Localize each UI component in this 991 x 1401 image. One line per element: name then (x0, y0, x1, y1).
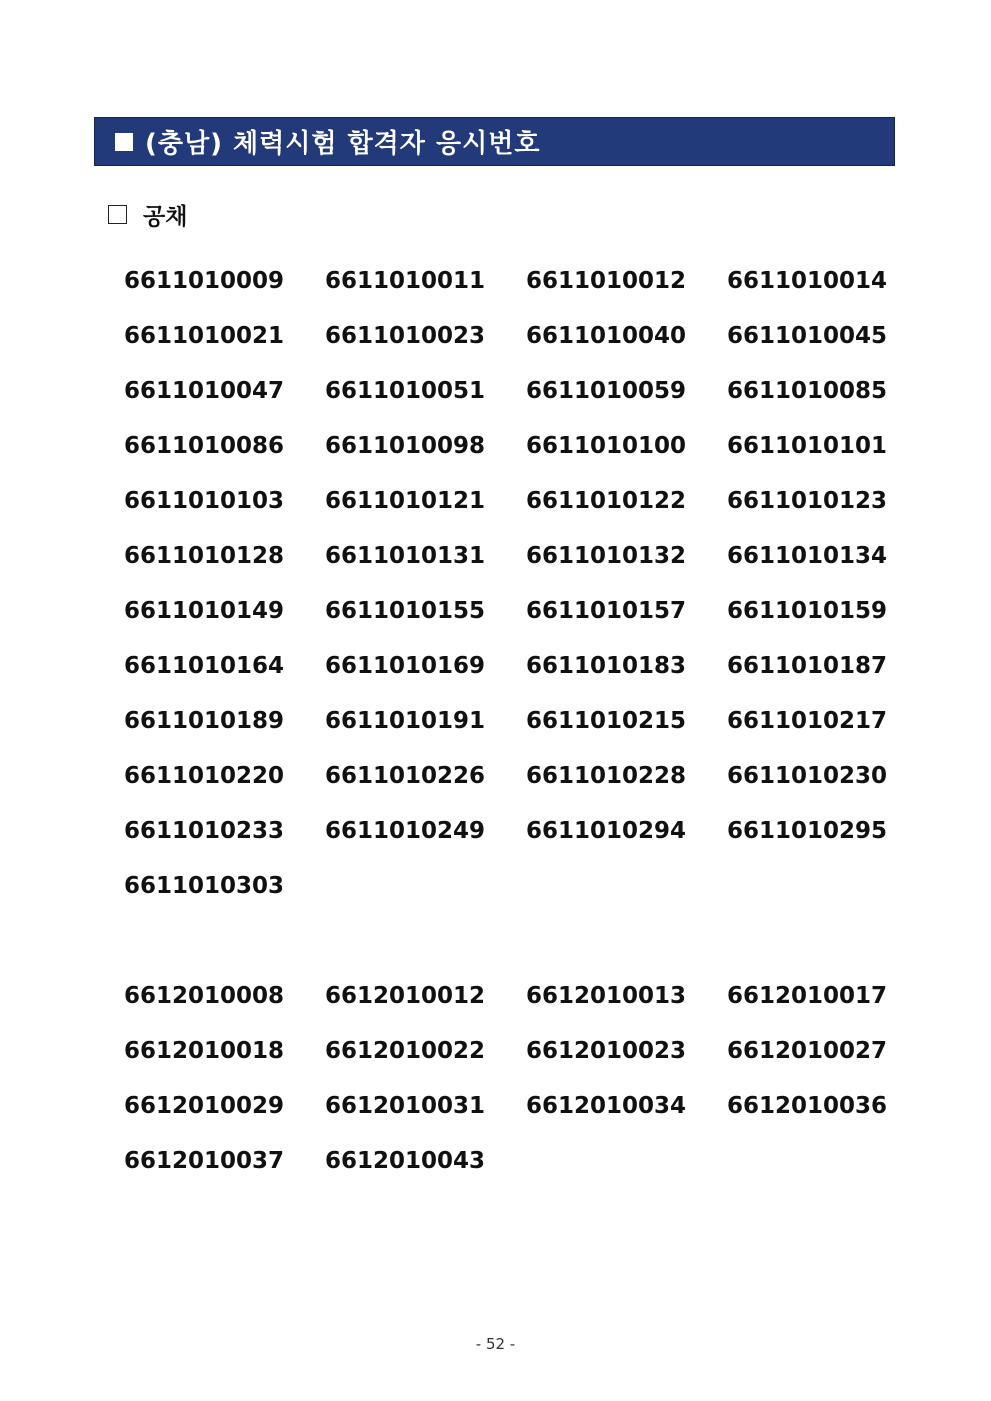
applicant-number: 6611010191 (325, 708, 486, 734)
applicant-number: 6612010043 (325, 1148, 486, 1174)
applicant-number: 6611010226 (325, 763, 486, 789)
applicant-number: 6611010012 (526, 268, 687, 294)
applicant-number: 6611010051 (325, 378, 486, 404)
applicant-number: 6611010220 (124, 763, 285, 789)
applicant-number: 6611010233 (124, 818, 285, 844)
applicant-number: 6611010157 (526, 598, 687, 624)
applicant-number: 6611010100 (526, 433, 687, 459)
applicant-number: 6611010149 (124, 598, 285, 624)
applicant-number: 6611010187 (727, 653, 888, 679)
applicant-number: 6611010122 (526, 488, 687, 514)
applicant-number-grid-1 (124, 254, 928, 914)
section-title-bar (94, 117, 895, 166)
page-title: (충남) 체력시험 합격자 응시번호 (145, 129, 541, 159)
applicant-number: 6612010012 (325, 983, 486, 1009)
applicant-number: 6612010023 (526, 1038, 687, 1064)
filled-square-icon (115, 133, 133, 151)
applicant-number: 6612010013 (526, 983, 687, 1009)
applicant-number: 6611010295 (727, 818, 888, 844)
empty-square-icon (108, 205, 127, 224)
applicant-number: 6611010021 (124, 323, 285, 349)
applicant-number: 6611010217 (727, 708, 888, 734)
applicant-number: 6612010031 (325, 1093, 486, 1119)
applicant-number: 6611010169 (325, 653, 486, 679)
applicant-number: 6611010059 (526, 378, 687, 404)
applicant-number: 6611010183 (526, 653, 687, 679)
applicant-number: 6612010017 (727, 983, 888, 1009)
applicant-number: 6612010022 (325, 1038, 486, 1064)
applicant-number: 6611010159 (727, 598, 888, 624)
applicant-number: 6612010037 (124, 1148, 285, 1174)
applicant-number: 6611010103 (124, 488, 285, 514)
applicant-number: 6611010249 (325, 818, 486, 844)
applicant-number: 6611010215 (526, 708, 687, 734)
applicant-number: 6612010018 (124, 1038, 285, 1064)
applicant-number: 6611010164 (124, 653, 285, 679)
applicant-number: 6611010011 (325, 268, 486, 294)
applicant-number: 6611010086 (124, 433, 285, 459)
applicant-number: 6611010230 (727, 763, 888, 789)
applicant-number: 6611010131 (325, 543, 486, 569)
applicant-number: 6611010128 (124, 543, 285, 569)
applicant-number: 6611010101 (727, 433, 888, 459)
applicant-number: 6611010155 (325, 598, 486, 624)
applicant-number: 6611010228 (526, 763, 687, 789)
applicant-number: 6611010098 (325, 433, 486, 459)
applicant-number: 6611010134 (727, 543, 888, 569)
applicant-number: 6612010027 (727, 1038, 888, 1064)
applicant-number: 6611010014 (727, 268, 888, 294)
page-number: - 52 - (475, 1335, 516, 1353)
applicant-number: 6611010047 (124, 378, 285, 404)
applicant-number-grid-2 (124, 969, 928, 1189)
applicant-number: 6611010023 (325, 323, 486, 349)
applicant-number: 6612010029 (124, 1093, 285, 1119)
applicant-number: 6611010085 (727, 378, 888, 404)
applicant-number: 6611010040 (526, 323, 687, 349)
applicant-number: 6611010121 (325, 488, 486, 514)
applicant-number: 6611010009 (124, 268, 285, 294)
applicant-number: 6611010045 (727, 323, 888, 349)
applicant-number: 6611010132 (526, 543, 687, 569)
applicant-number: 6612010034 (526, 1093, 687, 1119)
subsection-label: 공채 (143, 204, 188, 230)
applicant-number: 6611010189 (124, 708, 285, 734)
applicant-number: 6611010123 (727, 488, 888, 514)
applicant-number: 6612010036 (727, 1093, 888, 1119)
subsection-heading (108, 198, 187, 231)
applicant-number: 6611010294 (526, 818, 687, 844)
applicant-number: 6611010303 (124, 873, 285, 899)
applicant-number: 6612010008 (124, 983, 285, 1009)
